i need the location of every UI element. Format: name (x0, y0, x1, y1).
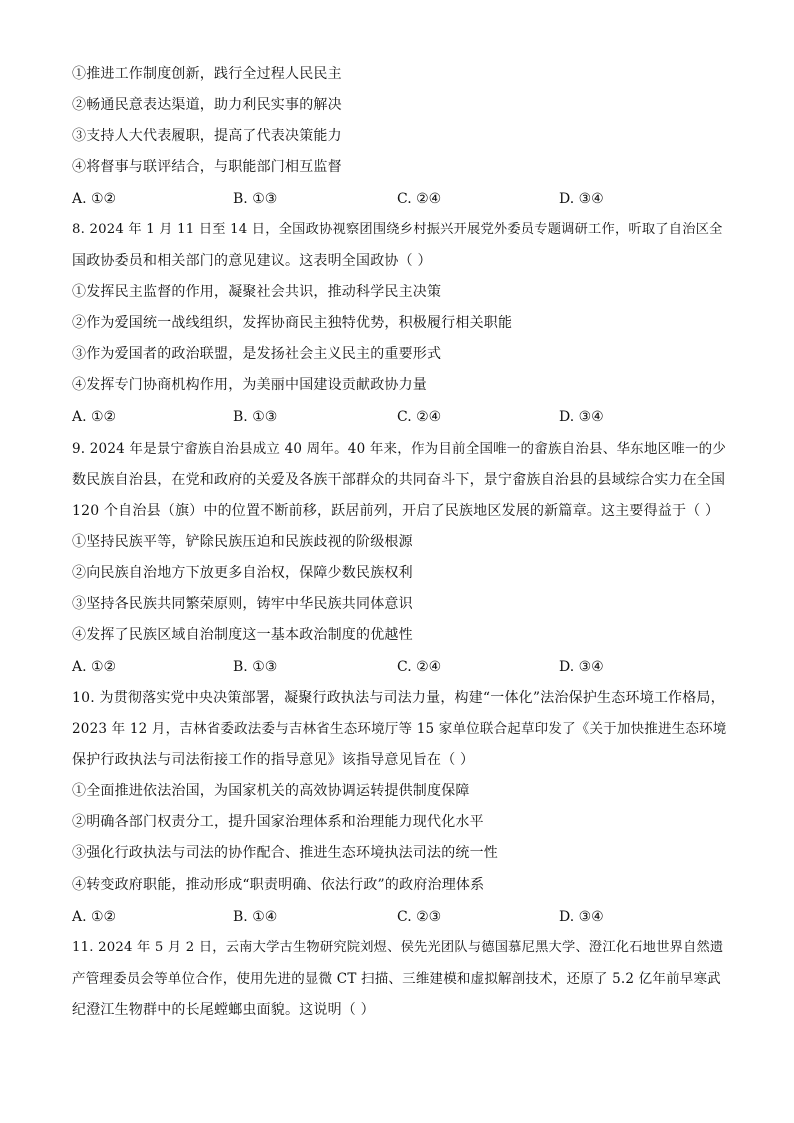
q10-stem-line-1: 10. 为贯彻落实党中央决策部署，凝聚行政执法与司法力量，构建“一体化”法治保护生态环境工作格局， (72, 690, 725, 706)
choice-d: D. ③④ (559, 659, 604, 675)
q8-choices (72, 406, 732, 428)
choice-a: A. ①② (72, 909, 117, 925)
prev-question-option-2: ②畅通民意表达渠道，助力利民实事的解决 (72, 97, 342, 113)
q10-option-1: ①全面推进依法治国，为国家机关的高效协调运转提供制度保障 (72, 783, 470, 799)
q8-option-2: ②作为爱国统一战线组织，发挥协商民主独特优势，积极履行相关职能 (72, 315, 513, 331)
choice-d: D. ③④ (559, 191, 604, 207)
q8-stem-line-1: 8. 2024 年 1 月 11 日至 14 日，全国政协视察团围绕乡村振兴开展党外委员专题调研工作，听取了自治区全 (72, 222, 723, 237)
q9-option-2: ②向民族自治地方下放更多自治权，保障少数民族权利 (72, 565, 413, 581)
q10-option-4: ④转变政府职能，推动形成“职责明确、依法行政”的政府治理体系 (72, 877, 485, 893)
choice-b: B. ①③ (233, 409, 278, 425)
choice-d: D. ③④ (559, 409, 604, 425)
prev-question-option-4: ④将督事与联评结合，与职能部门相互监督 (72, 159, 342, 175)
q11-stem-line-3: 纪澄江生物群中的长尾螳螂虫面貌。这说明（ ） (72, 1002, 375, 1018)
q9-option-4: ④发挥了民族区域自治制度这一基本政治制度的优越性 (72, 627, 413, 643)
q9-stem-line-3: 120 个自治县（旗）中的位置不断前移，跃居前列，开启了民族地区发展的新篇章。这主要得益于（ ） (72, 503, 720, 519)
choice-c: C. ②③ (397, 909, 442, 925)
q9-option-3: ③坚持各民族共同繁荣原则，铸牢中华民族共同体意识 (72, 596, 413, 612)
q9-option-1: ①坚持民族平等，铲除民族压迫和民族歧视的阶级根源 (72, 534, 413, 550)
choice-c: C. ②④ (397, 659, 442, 675)
choice-a: A. ①② (72, 409, 117, 425)
q10-choices (72, 906, 732, 928)
prev-question-option-3: ③支持人大代表履职，提高了代表决策能力 (72, 128, 342, 144)
q10-option-2: ②明确各部门权责分工，提升国家治理体系和治理能力现代化水平 (72, 814, 484, 830)
choice-a: A. ①② (72, 191, 117, 207)
choice-d: D. ③④ (559, 909, 604, 925)
q10-stem-line-3: 保护行政执法与司法衔接工作的指导意见》该指导意见旨在（ ） (72, 752, 475, 768)
q9-choices (72, 656, 732, 678)
q11-stem-line-2: 产管理委员会等单位合作，使用先进的显微 CT 扫描、三维建模和虚拟解剖技术，还原了 5.2 亿年前早寒武 (72, 971, 721, 987)
choice-b: B. ①③ (233, 191, 278, 207)
choice-c: C. ②④ (397, 191, 442, 207)
q8-option-4: ④发挥专门协商机构作用，为美丽中国建设贡献政协力量 (72, 377, 427, 393)
q10-stem-line-2: 2023 年 12 月，吉林省委政法委与吉林省生态环境厅等 15 家单位联合起草印发了《关于加快推进生态环境 (72, 721, 727, 737)
choice-c: C. ②④ (397, 409, 442, 425)
q9-stem-line-2: 数民族自治县，在党和政府的关爱及各族干部群众的共同奋斗下，景宁畲族自治县的县域综合实力在全国 (72, 472, 726, 488)
prev-question-choices (72, 188, 732, 210)
q9-stem-line-1: 9. 2024 年是景宁畲族自治县成立 40 周年。40 年来，作为目前全国唯一的畲族自治县、华东地区唯一的少 (72, 441, 727, 457)
q8-option-1: ①发挥民主监督的作用，凝聚社会共识，推动科学民主决策 (72, 284, 442, 300)
q10-option-3: ③强化行政执法与司法的协作配合、推进生态环境执法司法的统一性 (72, 845, 498, 861)
prev-question-option-1: ①推进工作制度创新，践行全过程人民民主 (72, 66, 342, 82)
choice-b: B. ①③ (233, 659, 278, 675)
choice-a: A. ①② (72, 659, 117, 675)
q8-stem-line-2: 国政协委员和相关部门的意见建议。这表明全国政协（ ） (72, 253, 432, 269)
q11-stem-line-1: 11. 2024 年 5 月 2 日，云南大学古生物研究院刘煜、侯先光团队与德国慕尼黑大学、澄江化石地世界自然遗 (72, 940, 724, 955)
q8-option-3: ③作为爱国者的政治联盟，是发扬社会主义民主的重要形式 (72, 346, 442, 362)
choice-b: B. ①④ (233, 909, 278, 925)
